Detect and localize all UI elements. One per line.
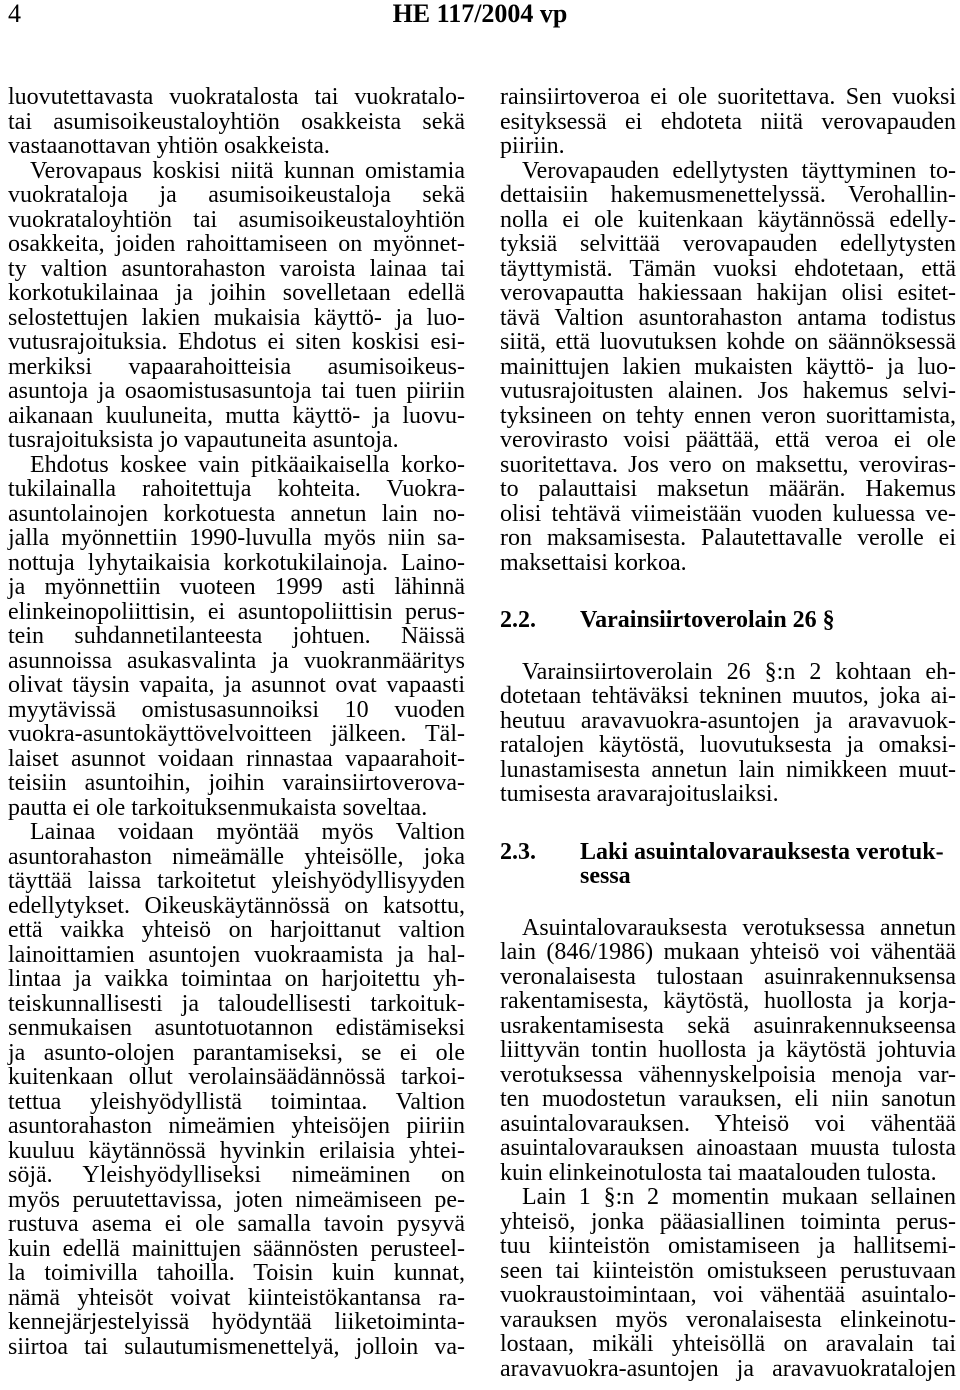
section-title-line: sessa: [580, 863, 631, 889]
paragraph: [500, 660, 956, 807]
text-line: kuitenkaan ollut verolainsäädännössä tarkoi-: [8, 1064, 465, 1090]
text-line: aikanaan kuuluneita, mutta käyttö- ja luovu-: [8, 402, 465, 429]
text-line: veronalaisesta tulostaan asuinrakennuksensa: [500, 963, 956, 990]
text-line: Varainsiirtoverolain 26 §:n 2 kohtaan eh-: [522, 658, 956, 685]
section-heading: [500, 608, 956, 633]
right-column: [500, 85, 956, 1381]
paragraph: [8, 85, 465, 159]
text-line: jalla myönnettiin 1990-luvulla myös niin sa-: [8, 525, 465, 551]
text-line: piiriin.: [500, 133, 565, 159]
text-line: asuntolainojen korkotuesta annetun lain no-: [8, 500, 465, 527]
text-line: rakentamisesta, käytöstä, huollosta ja korja-: [500, 988, 956, 1014]
text-line: ten muodostetun varauksen, eli niin sanotun: [500, 1086, 956, 1112]
text-line: täyttää laissa tarkoitetut yleishyödyllisyyden: [8, 868, 465, 894]
paragraph: [8, 159, 465, 453]
text-line: vuokrataloja ja asumisoikeustaloja sekä: [8, 182, 465, 208]
text-line: korkotukilainaa ja joihin sovelletaan edellä: [8, 280, 465, 306]
text-line: lainoittamien asuntojen vuokraamista ja hal-: [8, 941, 465, 968]
text-line: aravavuokra-asuntojen ja aravavuokratalojen: [500, 1355, 956, 1382]
text-line: suoritettava. Jos vero on maksettu, veroviras-: [500, 451, 956, 478]
document-id: HE 117/2004 vp: [392, 0, 568, 28]
text-line: verotuksessa vähennyskelpoisia menoja var-: [500, 1061, 956, 1088]
section-heading: [500, 840, 956, 889]
text-line: Verovapaus koskisi niitä kunnan omistamia: [30, 157, 465, 184]
text-line: Lainaa voidaan myöntää myös Valtion: [30, 819, 465, 845]
text-line: vuokrataloyhtiön tai asumisoikeustaloyhtiön: [8, 206, 465, 233]
section-title-line: Laki asuintalovarauksesta verotuk-: [580, 838, 944, 865]
text-line: ja myönnettiin vuoteen 1999 asti lähinnä: [8, 574, 465, 600]
text-line: nämä yhteisöt voivat kiinteistökantansa ra-: [8, 1284, 465, 1311]
section-title-line: Varainsiirtoverolain 26 §: [580, 607, 835, 633]
text-line: teisiin asuntoihin, joihin varainsiirtoverova-: [8, 770, 465, 796]
text-line: merkiksi vapaarahoitteisia asumisoikeus-: [8, 353, 465, 380]
paragraph: [500, 159, 956, 576]
text-line: mainittujen lakien mukaisten käyttö- ja luo-: [500, 353, 956, 380]
text-line: asuntorahaston nimeämälle yhteisölle, joka: [8, 843, 465, 870]
text-line: tettua yleishyödyllistä toimintaa. Valtion: [8, 1088, 465, 1115]
text-line: heutuu aravavuokra-asuntojen ja aravavuok-: [500, 707, 956, 734]
text-line: verovirasto voisi päättää, että veroa ei ole: [500, 427, 956, 453]
text-line: Ehdotus koskee vain pitkäaikaisella korko-: [30, 451, 465, 478]
paragraph: [500, 916, 956, 1186]
text-line: ratalojen käytöstä, luovutuksesta ja omaksi-: [500, 732, 956, 758]
text-line: olivat täysin vapaita, ja asunnot ovat vapaasti: [8, 672, 465, 698]
text-line: asunnoissa asukasvalinta ja vuokranmääritys: [8, 647, 465, 674]
text-line: vutusrajoituksia. Ehdotus ei siten koskisi esi-: [8, 329, 465, 355]
text-line: liittyvän tontin huollosta ja käytöstä johtuvia: [500, 1037, 956, 1063]
text-line: kennejärjestelyissä hyödyntää liiketoiminta-: [8, 1309, 465, 1335]
text-line: tusrajoituksista jo vapautuneita asuntoja.: [8, 427, 399, 453]
text-line: tuu kiinteistön omistamiseen ja hallitsemi-: [500, 1233, 956, 1259]
text-line: nottuja lyhytaikaisia korkotukilainoja. Laino-: [8, 549, 465, 576]
text-line: lunastamisesta annetun lain nimikkeen muut-: [500, 756, 956, 783]
text-line: Verovapauden edellytysten täyttyminen to-: [522, 157, 956, 184]
section-number: 2.2.: [500, 607, 536, 633]
text-line: osakkeita, joiden rahoittamiseen on myönnet-: [8, 231, 465, 257]
text-line: pautta ei ole tarkoituksenmukaista soveltaa.: [8, 794, 428, 821]
text-line: vuokra-asuntokäyttövelvoitteen jälkeen. Täl-: [8, 721, 465, 747]
text-line: nolla ei ole kuitenkaan käytännössä edelly-: [500, 206, 956, 233]
text-line: vastaanottavan yhtiön osakkeista.: [8, 133, 330, 159]
text-line: vutusrajoitusten alainen. Jos hakemus selvi-: [500, 378, 956, 404]
text-line: Asuintalovarauksesta verotuksessa annetun: [522, 914, 956, 941]
text-line: dettaisiin hakemusmenettelyssä. Verohallin-: [500, 182, 956, 208]
text-line: rainsiirtoveroa ei ole suoritettava. Sen vuoksi: [500, 84, 956, 110]
text-line: tukilainalla rahoitettuja kohteita. Vuokra-: [8, 476, 465, 502]
text-line: siirtoa tai sulautumismenettelyä, jolloin va-: [8, 1333, 465, 1360]
text-line: dotetaan tehtäväksi tekninen muutos, joka ai-: [500, 683, 956, 709]
text-line: asuntorahaston nimeämien yhteisöjen piiriin: [8, 1113, 465, 1139]
text-line: to palauttaisi maksetun määrän. Hakemus: [500, 476, 956, 502]
paragraph: [500, 85, 956, 159]
text-line: usrakentamisesta sekä asuinrakennukseensa: [500, 1012, 956, 1039]
text-line: tävä Valtion asuntorahaston antama todistus: [500, 304, 956, 331]
text-line: edellytykset. Oikeuskäytännössä on katsottu,: [8, 892, 465, 919]
paragraph: [8, 820, 465, 1359]
text-line: kuin edellä mainittujen säännösten perusteel-: [8, 1235, 465, 1262]
text-line: varauksen myös veronalaisesta elinkeinotu-: [500, 1306, 956, 1333]
text-line: asuintalovarauksen. Yhteisö voi vähentää: [500, 1110, 956, 1137]
text-line: asuntoja ja osaomistusasuntoja tai tuen piiriin: [8, 378, 465, 404]
text-line: tai asumisoikeustaloyhtiön osakkeista sekä: [8, 108, 465, 135]
text-line: tyksiä selvittää verovapauden edellytysten: [500, 231, 956, 257]
text-line: söjä. Yleishyödylliseksi nimeäminen on: [8, 1162, 465, 1188]
text-line: laiset asunnot voidaan rinnastaa vapaarahoit-: [8, 745, 465, 772]
text-line: kuuluu käytännössä hyvinkin erilaisia yhtei-: [8, 1137, 465, 1164]
text-line: esityksessä ei ehdoteta niitä verovapauden: [500, 108, 956, 135]
text-line: kuin elinkeinotulosta tai maatalouden tulosta.: [500, 1159, 937, 1186]
text-line: lostaan, mikäli yhteisöllä on aravalain tai: [500, 1331, 956, 1357]
paragraph: [8, 453, 465, 821]
text-line: maksettaisi korkoa.: [500, 549, 687, 576]
text-line: myös peruutettavissa, joten nimeämiseen pe-: [8, 1186, 465, 1213]
text-line: la toimivilla tahoilla. Toisin kuin kunnat,: [8, 1260, 465, 1286]
text-line: tumisesta aravarajoituslaiksi.: [500, 781, 779, 807]
text-line: tyksineen on tehty ennen veron suorittamista,: [500, 402, 956, 429]
section-title: [580, 608, 956, 633]
text-line: täyttymistä. Tämän vuoksi ehdotetaan, että: [500, 255, 956, 282]
text-line: yhteisö, jonka pääasiallinen toiminta perus-: [500, 1208, 956, 1235]
text-line: luovutettavasta vuokratalosta tai vuokratalo-: [8, 84, 465, 110]
text-line: Lain 1 §:n 2 momentin mukaan sellainen: [522, 1184, 956, 1210]
text-line: selostettujen lakien mukaisia käyttö- ja luo-: [8, 304, 465, 331]
section-number: 2.3.: [500, 838, 536, 865]
text-line: senmukaisen asuntotuotannon edistämiseksi: [8, 1015, 465, 1041]
text-line: elinkeinopoliittisin, ei asuntopoliittisin perus-: [8, 598, 465, 625]
text-line: siitä, että luovutuksen kohde on säännöksessä: [500, 329, 956, 355]
text-line: verovapautta hakiessaan hakijan olisi esitet-: [500, 280, 956, 306]
text-line: seen tai kiinteistön omistukseen perustuvaan: [500, 1257, 956, 1284]
text-line: teiskunnallisesti ja taloudellisesti tarkoituk-: [8, 990, 465, 1017]
section-title: [580, 840, 956, 889]
text-line: ty valtion asuntorahaston varoista lainaa tai: [8, 255, 465, 282]
text-line: asuintalovarauksen ainoastaan muusta tulosta: [500, 1135, 956, 1161]
text-line: että vaikka yhteisö on harjoittanut valtion: [8, 917, 465, 943]
left-column: [8, 85, 465, 1359]
text-line: myytävissä omistusasunnoiksi 10 vuoden: [8, 696, 465, 723]
text-line: lain (846/1986) mukaan yhteisö voi vähentää: [500, 939, 956, 965]
text-line: vuokraustoimintaan, voi vähentää asuintalo-: [500, 1282, 956, 1308]
text-line: ja asunto-olojen parantamiseksi, se ei ole: [8, 1039, 465, 1066]
text-line: olisi tehtävä viimeistään vuoden kuluessa ve-: [500, 500, 956, 527]
page-number: 4: [8, 0, 21, 28]
text-line: tein suhdannetilanteesta johtuen. Näissä: [8, 623, 465, 649]
paragraph: [500, 1185, 956, 1381]
text-line: rustuva asema ei ole samalla tavoin pysyvä: [8, 1211, 465, 1237]
text-line: ron maksamisesta. Palautettavalle verolle ei: [500, 525, 956, 551]
text-line: lintaa ja vaikka toimintaa on harjoitettu yh-: [8, 966, 465, 992]
